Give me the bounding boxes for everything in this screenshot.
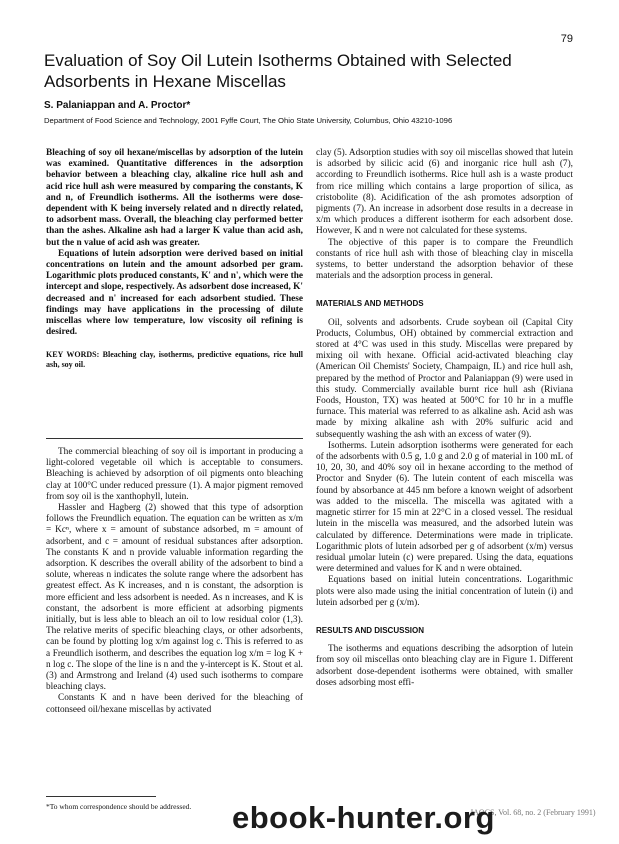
article-title: Evaluation of Soy Oil Lutein Isotherms Obtained with Selected Adsorbents in Hexane Miscellas <box>44 51 512 91</box>
body-paragraph: Hassler and Hagberg (2) showed that this type of adsorption follows the Freundlich equation. The equation can be written as x/m = Kcⁿ, where x = amount of substance adsorbed, m = amount of adsorbent, and c = amount of residual substances after adsorption. The constants K and n provide valuable information regarding the adsorption. K describes the overall ability of the adsorbent to bind a solute, whereas n indicates the solute range where the adsorbent has greatest effect. As K increases, and n is constant, the adsorption is more efficient and less adsorbent is needed. As n increases, and K is constant, the adsorbent is more efficient at adsorbing pigments initially, but is less able to bleach an oil to low residual color (1,3). The relative merits of specific bleaching clays, or other adsorbents, can be found by plotting log x/m against log c. This is referred to as a Freundlich isotherm, and describes the equation log x/m = log K + n log c. The slope of the line is n and the y-intercept is K. Stout et al. (3) and Armstrong and Ireland (4) used such isotherms to compare bleaching clays. <box>46 503 303 693</box>
footnote: *To whom correspondence should be addressed. <box>46 802 192 811</box>
body-paragraph: The objective of this paper is to compare the Freundlich constants of rice hull ash with those of bleaching clay in miscella systems, to better understand the adsorption behavior of these materials and the adsorption process in general. <box>316 237 573 282</box>
results-heading: RESULTS AND DISCUSSION <box>316 625 425 635</box>
abstract-paragraph: Bleaching of soy oil hexane/miscellas by adsorption of the lutein was examined. Quantitative differences in the adsorption behavior between a bleaching clay, alkaline rice hull ash and acid rice hull ash were measured by comparing the constants, K and n, of Freundlich isotherms. All the isotherms were dose-dependent with K being inversely related and n directly related, to adsorbent mass. Overall, the bleaching clay performed better than the ashes. Alkaline ash had a larger K value than acid ash, but the n value of acid ash was greater. <box>46 148 303 248</box>
footnote-divider <box>46 796 156 797</box>
authors: S. Palaniappan and A. Proctor* <box>44 100 191 111</box>
abstract-paragraph: Equations of lutein adsorption were derived based on initial concentrations on lutein and the amount adsorbed per gram. Logarithmic plots produced constants, K' and n', which were the intercept and slope, respectively. As adsorbent dose increased, K' decreased and n' increased for each adsorbent studied. These findings may have applications in the processing of dilute miscellas where low temperature, low viscosity oil refining is desired. <box>46 248 303 338</box>
keywords: KEY WORDS: Bleaching clay, isotherms, predictive equations, rice hull ash, soy oil. <box>46 350 303 370</box>
journal-reference: JAOCS, Vol. 68, no. 2 (February 1991) <box>470 808 596 817</box>
left-body <box>46 447 303 716</box>
watermark: ebook-hunter.org <box>232 800 495 835</box>
body-paragraph: clay (5). Adsorption studies with soy oil miscellas showed that lutein is adsorbed by silicic acid (6) and inorganic rice hull ash (7), according to Freundlich isotherms. Rice hull ash is a waste product from rice milling which contains a large proportion of silica, as cristobolite (8). Acidification of the ash promotes adsorption of pigments (7). An increase in adsorbent dose results in a decrease in x/m which produces a different isotherm for each adsorbent dose. However, K and n were not calculated for these systems. <box>316 148 573 237</box>
body-paragraph: Constants K and n have been derived for the bleaching of cottonseed oil/hexane miscellas by activated <box>46 693 303 715</box>
body-paragraph: Equations based on initial lutein concentrations. Logarithmic plots were also made using the initial concentration of lutein (i) and lutein adsorbed per g (x/m). <box>316 575 573 608</box>
body-paragraph: The isotherms and equations describing the adsorption of lutein from soy oil miscellas onto bleaching clay are in Figure 1. Different adsorbent dose-dependent isotherms were obtained, with smaller doses adsorbing most effi- <box>316 644 573 688</box>
affiliation: Department of Food Science and Technology, 2001 Fyffe Court, The Ohio State University, Columbus, Ohio 43210-1096 <box>44 116 453 125</box>
abstract <box>46 148 303 370</box>
body-paragraph: Oil, solvents and adsorbents. Crude soybean oil (Capital City Products, Columbus, OH) obtained by commercial extraction and stored at 4°C was used in this study. Miscellas were prepared by mixing oil with hexane. Official acid-activated bleaching clay (American Oil Chemists' Society, Champaign, IL) and rice hull ash, prepared by the method of Proctor and Palaniappan (9) were used in this study. Commercially available burnt rice hull ash (Riviana Foods, Houston, TX) was heated at 500°C for 10 hr in a muffle furnace. This material was referred to as alkaline ash. Acid ash was made by mixing alkaline ash with 20% sulfuric acid and subsequently washing the ash with an excess of water (9). <box>316 317 573 440</box>
body-paragraph: Isotherms. Lutein adsorption isotherms were generated for each of the adsorbents with 0.5 g, 1.0 g and 2.0 g of material in 100 mL of 10, 20, 30, and 40% soy oil in hexane according to the method of Proctor and Snyder (6). The lutein content of each miscella was found by absorbance at 445 nm before a known weight of adsorbent was added to the miscella. The miscella was agitated with a magnetic stirrer for 15 min at 22°C in a closed vessel. The residual lutein in the miscella was measured, and the adsorbed lutein was calculated by difference. Determinations were made in triplicate. Logarithmic plots of lutein adsorbed per g of adsorbent (x/m) versus residual μmolar lutein (c) were prepared. Using the data, equations were determined and values for K and n were obtained. <box>316 440 573 575</box>
right-column <box>316 148 573 689</box>
page-number: 79 <box>560 33 573 45</box>
materials-heading: MATERIALS AND METHODS <box>316 299 424 309</box>
body-paragraph: The commercial bleaching of soy oil is important in producing a light-colored vegetable oil which is acceptable to consumers. Bleaching is achieved by adsorption of oil pigments onto bleaching clay at 100°C under reduced pressure (1). A major pigment removed from soy oil is the xanthophyll, lutein. <box>46 447 303 502</box>
abstract-divider <box>46 438 303 439</box>
